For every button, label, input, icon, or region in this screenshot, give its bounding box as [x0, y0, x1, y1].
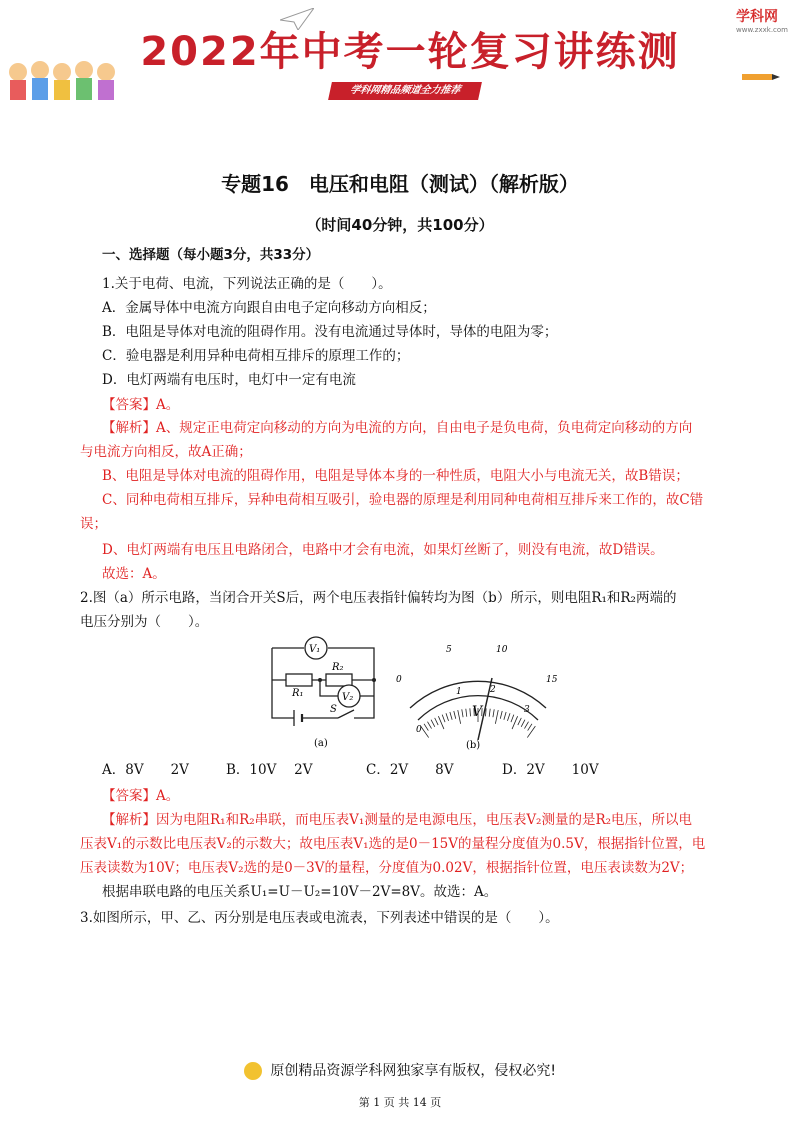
copyright-text: 原创精品资源学科网独家享有版权，侵权必究!	[270, 1063, 557, 1079]
q2-explanation-3: 压表读数为10V；电压表V₂选的是0－3V的量程，分度值为0.02V，根据指针位置，电压表读数为2V；	[80, 860, 694, 876]
label-a: (a)	[314, 738, 328, 749]
logo-url: www.zxxk.com	[736, 26, 788, 34]
meter-tick	[424, 724, 428, 731]
inner-tick-3: 3	[524, 705, 530, 715]
meter-tick	[518, 718, 521, 725]
outer-tick-0: 0	[396, 675, 402, 685]
label-v1: V₁	[309, 644, 321, 655]
meter-tick	[493, 709, 494, 717]
q1-option-d: D．电灯两端有电压时，电灯中一定有电流	[102, 372, 356, 388]
banner-title: 2022年中考一轮复习讲练测	[140, 29, 680, 75]
meter-tick	[524, 722, 528, 729]
q1-answer: 【答案】A。	[102, 397, 180, 413]
pencil-icon	[740, 70, 780, 84]
q1-explanation-4: D、电灯两端有电压且电路闭合，电路中才会有电流，如果灯丝断了，则没有电流，故D错误。	[102, 542, 664, 558]
meter-tick	[527, 726, 535, 737]
q1-explanation-3a: C、同种电荷相互排斥，异种电荷相互吸引，验电器的原理是利用同种电荷相互排斥来工作的，故C错	[102, 492, 704, 508]
q1-option-c: C．验电器是利用异种电荷相互排斥的原理工作的；	[102, 348, 410, 364]
children-illustration	[6, 58, 126, 102]
section-heading: 一、选择题（每小题3分，共33分）	[102, 247, 320, 263]
meter-tick	[431, 720, 435, 727]
document-title: 专题16 电压和电阻（测试）（解析版）	[221, 172, 579, 196]
header-banner	[0, 0, 800, 110]
meter-tick	[466, 709, 467, 717]
q2-explanation-2: 压表V₁的示数比电压表V₂的示数大；故电压表V₁选的是0－15V的量程分度值为0.5V，根据指针位置，电	[80, 836, 706, 852]
inner-tick-2: 2	[490, 685, 496, 695]
q1-explanation-2: B、电阻是导体对电流的阻碍作用，电阻是导体本身的一种性质，电阻大小与电流无关，故B错误；	[102, 468, 689, 484]
label-r2: R₂	[332, 662, 344, 673]
q1-stem: 1.关于电荷、电流，下列说法正确的是（ ）。	[102, 276, 392, 292]
meter-tick	[435, 718, 438, 725]
q1-explanation-3b: 误；	[80, 516, 107, 532]
q2-answer: 【答案】A。	[102, 788, 180, 804]
q1-explanation-1b: 与电流方向相反，故A正确；	[80, 444, 252, 460]
site-logo[interactable]	[736, 6, 788, 34]
q1-select: 故选：A。	[102, 566, 166, 582]
meter-unit: V	[472, 704, 483, 720]
meter-tick	[507, 713, 510, 721]
mascot-icon	[244, 1062, 262, 1080]
meter-tick	[470, 708, 471, 716]
q2-stem-b: 电压分别为（ ）。	[80, 614, 209, 630]
inner-tick-0: 0	[416, 725, 422, 735]
q3-stem: 3.如图所示，甲、乙、丙分别是电压表或电流表，下列表述中错误的是（ ）。	[80, 910, 559, 926]
label-b: (b)	[466, 740, 481, 751]
banner-subtitle: 学科网精品频道全力推荐	[328, 82, 482, 100]
q1-explanation-1a: 【解析】A、规定正电荷定向移动的方向为电流的方向，自由电子是负电荷，负电荷定向移动的方向	[102, 420, 693, 436]
circuit-diagram	[262, 634, 392, 754]
meter-tick	[421, 726, 429, 737]
meter-tick	[446, 713, 449, 721]
q2-option-c-text: C．2V 8V	[366, 762, 454, 778]
voltmeter-dial	[388, 636, 568, 754]
q2-explanation-4: 根据串联电路的电压关系U₁=U－U₂=10V－2V=8V。故选：A。	[102, 884, 498, 900]
meter-tick	[427, 722, 431, 729]
footer-copyright	[0, 1060, 800, 1080]
label-s: S	[330, 704, 337, 715]
q2-stem-a: 2.图（a）所示电路，当闭合开关S后，两个电压表指针偏转均为图（b）所示，则电阻R₁和R₂两端的	[80, 590, 677, 606]
outer-tick-15: 15	[546, 675, 558, 685]
q1-option-a: A．金属导体中电流方向跟自由电子定向移动方向相反；	[102, 300, 436, 316]
outer-tick-10: 10	[496, 645, 508, 655]
outer-tick-5: 5	[446, 645, 452, 655]
meter-tick	[511, 715, 514, 722]
inner-tick-1: 1	[456, 687, 462, 697]
label-v2: V₂	[342, 692, 354, 703]
meter-tick	[442, 715, 445, 722]
q2-option-a-text: A．8V 2V	[102, 762, 189, 778]
q1-option-b: B．电阻是导体对电流的阻碍作用。没有电流通过导体时，导体的电阻为零；	[102, 324, 558, 340]
meter-tick	[489, 709, 490, 717]
meter-tick	[454, 711, 456, 719]
meter-tick	[500, 711, 502, 719]
meter-tick	[462, 709, 463, 717]
meter-tick	[458, 710, 461, 724]
q2-option-d-text: D．2V 10V	[502, 762, 599, 778]
meter-tick	[450, 712, 452, 720]
page-number: 第 1 页 共 14 页	[358, 1096, 442, 1109]
q2-explanation-1: 【解析】因为电阻R₁和R₂串联，而电压表V₁测量的是电源电压，电压表V₂测量的是R₂电压，所以电	[102, 812, 693, 828]
meter-tick	[504, 712, 506, 720]
meter-tick	[521, 720, 525, 727]
logo-text: 学科网	[736, 9, 779, 25]
meter-tick	[495, 710, 498, 724]
meter-tick	[528, 724, 532, 731]
label-r1: R₁	[292, 688, 304, 699]
document-subtitle: （时间40分钟，共100分）	[306, 216, 494, 234]
q2-option-b-text: B．10V 2V	[226, 762, 313, 778]
